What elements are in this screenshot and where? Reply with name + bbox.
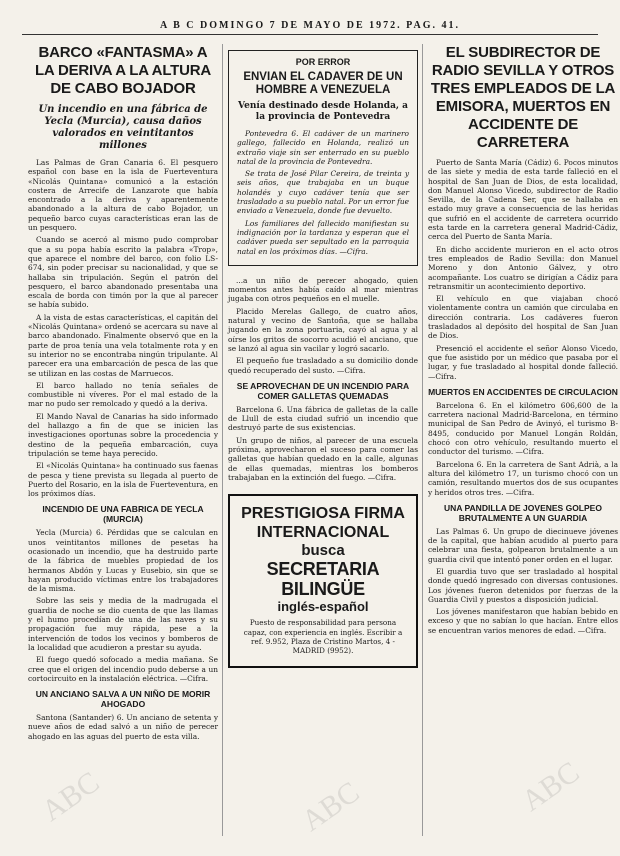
header-rule: [22, 34, 598, 35]
page-header: A B C DOMINGO 7 DE MAYO DE 1972. PAG. 41.: [159, 20, 461, 31]
job-advertisement: [228, 494, 418, 668]
article-paragraph: Placido Merelas Gallego, de cuatro años, natural y vecino de Santoña, que se hallaba jugando en la zona portuaria, cayó al agua y al oírse los gritos de socorro acudió el anciano, que se lanzó al agua sin vacilar y logró sacarlo.: [228, 306, 418, 353]
box-headline: ENVIAN EL CADAVER DE UN HOMBRE A VENEZUELA: [243, 71, 403, 96]
article-paragraph: Barcelona 6. En el kilómetro 606,600 de la carretera nacional Madrid-Barcelona, en término municipal de San Pedro de Avinyó, el turismo B-8495, conducido por Manuel Longán Roldán, chocó con otro vehículo, resultando muerto el conductor del turismo. —Cifra.: [428, 400, 618, 457]
abc-watermark: ABC: [35, 765, 106, 828]
article-paragraph: A la vista de estas características, el capitán del «Nicolás Quintana» ordenó se acercara su nave al barco abandonado. Finalmente observó que en la parte de proa tenía una vela totalmente rota y en su interior no se encontraba ningún tripulante. Al parecer era una embarcación de pesca de las que se utilizan en las costas de Marruecos.: [28, 312, 218, 378]
article-paragraph: Los familiares del fallecido manifiestan su indignación por la tardanza y esperan que el cadáver pueda ser sepultado en la parroquia natal en los próximos días. —Cifra.: [237, 218, 409, 256]
article-subtitle: Un incendio en una fábrica de Yecla (Murcia), causa daños valorados en veintitantos millones: [38, 104, 208, 151]
article-paragraph: Barcelona 6. En la carretera de Sant Adrià, a la altura del kilómetro 17, un turismo chocó con un camión, resultando muertos dos de sus ocupantes y heridos otros tres. —Cifra.: [428, 459, 618, 497]
article-paragraph: Las Palmas 6. Un grupo de diecinueve jóvenes de la capital, que habían acudido al puerto para celebrar una fiesta, golpearon brutalmente a un guardia civil que intentó poner orden en el lugar.: [428, 526, 618, 564]
ad-languages: inglés-español: [277, 599, 369, 615]
article-paragraph: El Mando Naval de Canarias ha sido informado del hallazgo a fin de que se inicien las investigaciones oportunas sobre la procedencia y destino de la pequeña embarcación, cuya tripulación se teme haya perecido.: [28, 411, 218, 458]
column-3: [428, 44, 618, 638]
column-1: [28, 44, 218, 744]
article-paragraph: El barco hallado no tenía señales de combustible ni víveres. Por el mal estado de la mar no pudo ser remolcado y quedó a la deriva.: [28, 380, 218, 409]
article-paragraph: Presenció el accidente el señor Alonso Vicedo, que fue asistido por un médico que pasaba por el lugar, y fue trasladado al hospital donde falleció. —Cifra.: [428, 343, 618, 381]
article-paragraph: El fuego quedó sofocado a media mañana. Se cree que el origen del incendio pudo deberse a un cortocircuito en la instalación eléctrica. —Cifra.: [28, 655, 218, 683]
section-heading: INCENDIO DE UNA FABRICA DE YECLA (MURCIA): [42, 504, 204, 525]
article-paragraph: Los jóvenes manifestaron que habían bebido en exceso y que no sabían lo que hacían. Entre ellos se encuentran varios menores de edad. —Cifra.: [428, 607, 618, 635]
article-headline: EL SUBDIRECTOR DE RADIO SEVILLA Y OTROS TRES EMPLEADOS DE LA EMISORA, MUERTOS EN ACCIDENTE DE CARRETERA: [430, 44, 616, 151]
article-paragraph: El pequeño fue trasladado a su domicilio donde quedó recuperado del susto. —Cifra.: [228, 356, 418, 375]
article-paragraph: Se trata de José Pilar Cereira, de treinta y seis años, que trabajaba en un buque holandés y cuyo cadáver tenía que ser trasladado a su pueblo natal. Por un error fue enviado a Venezuela, donde fue devuelto.: [237, 169, 409, 216]
column-divider-1: [222, 44, 223, 836]
article-paragraph: En dicho accidente murieron en el acto otros tres empleados de Radio Sevilla: don Manuel Moreno y don Antonio Gálvez, y otro acompañante. Los cuatro se dirigían a Cádiz para retransmitir un acontecimiento deportivo.: [428, 244, 618, 291]
boxed-article: [228, 50, 418, 266]
ad-position: SECRETARIA BILINGÜE: [266, 559, 380, 600]
article-paragraph: Puerto de Santa María (Cádiz) 6. Pocos minutos de las siete y media de esta tarde falleció en el hospital de San Juan de Dios, de esta localidad, don Manuel Alonso Vicedo, subdirector de Radio Sevilla, de la Cadena Ser, que se hallaba en estado muy grave a consecuencia de las heridas que sufrió en el accidente de carretera ocurrido esta tarde en la carretera general Madrid-Cádiz, cerca del Puerto de Santa María.: [428, 158, 618, 242]
article-paragraph: El guardia tuvo que ser trasladado al hospital donde quedó ingresado con diversas contusiones. Los jóvenes fueron detenidos por fuerzas de la Guardia Civil y puestos a disposición judicial.: [428, 566, 618, 604]
article-paragraph: ...a un niño de perecer ahogado, quien momentos antes había caído al mar mientras jugaba con otros pequeños en el muelle.: [228, 275, 418, 304]
column-2: [228, 44, 418, 668]
article-paragraph: Santona (Santander) 6. Un anciano de setenta y nueve años de edad salvó a un niño de perecer ahogado en las aguas del puerto de esta villa.: [28, 713, 218, 741]
ad-body: Puesto de responsabilidad para persona capaz, con experiencia en inglés. Escribir a ref. 9.952, Plaza de Cristino Martos, 4 - MADRID (9952).: [243, 618, 403, 656]
article-paragraph: Un grupo de niños, al parecer de una escuela próxima, aprovecharon el suceso para comer las galletas que habían quedado en la calle, algunas de ellas quemadas, mientras los bomberos trabajaban en la extinción del fuego. —Cifra.: [228, 435, 418, 482]
article-paragraph: Barcelona 6. Una fábrica de galletas de la calle de Llull de esta ciudad sufrió un incendio que destruyó parte de sus existencias.: [228, 404, 418, 433]
article-paragraph: El «Nicolás Quintana» ha continuado sus faenas de pesca y tiene prevista su llegada al puerto de Puerto del Rosario, en la isla de Fuerteventura, en los próximos días.: [28, 461, 218, 499]
ad-busca: busca: [301, 542, 345, 560]
section-heading: UNA PANDILLA DE JOVENES GOLPEO BRUTALMENTE A UN GUARDIA: [444, 502, 602, 523]
article-paragraph: El vehículo en que viajaban chocó violentamente contra un camión que circulaba en dirección contraria. Los cadáveres fueron trasladados al depósito del hospital de San Juan de Dios.: [428, 294, 618, 341]
box-label: POR ERROR: [295, 57, 351, 67]
box-deck: Venía destinado desde Holanda, a la provincia de Pontevedra: [237, 101, 409, 122]
article-paragraph: Yecla (Murcia) 6. Pérdidas que se calculan en unos veintitantos millones de pesetas ha ocasionado un incendio, que ha destruido parte de la fábrica de muebles propiedad de los hermanos Abdón y Lucas y Eusebio, sin que se hayan producido víctimas entre los trabajadores de la misma.: [28, 528, 218, 594]
abc-watermark: ABC: [295, 775, 366, 838]
section-heading: MUERTOS EN ACCIDENTES DE CIRCULACION: [428, 386, 618, 397]
column-divider-2: [422, 44, 423, 836]
article-paragraph: Las Palmas de Gran Canaria 6. El pesquero español con base en la isla de Fuerteventura «Nicolás Quintana» comunicó a la estación costera de Arrecife de Lanzarote que había encontrado a la deriva y aparentemente abandonado a la altura de cabo Bojador, un pequeño barco cuyas características eran las de un pesquero.: [28, 158, 218, 233]
section-heading: UN ANCIANO SALVA A UN NIÑO DE MORIR AHOGADO: [35, 689, 211, 710]
ad-firm-line: PRESTIGIOSA FIRMA INTERNACIONAL: [241, 505, 405, 542]
article-headline: BARCO «FANTASMA» A LA DERIVA A LA ALTURA DE CABO BOJADOR: [34, 44, 212, 97]
article-paragraph: Cuando se acercó al mismo pudo comprobar que a su popa había escrito la palabra «Trop», que aparece el nombre del barco, con folio LS-674, sin poder precisar su nacionalidad, y que se hallaba sin tripulación. Según el patrón del pesquero, el barco abandonado presentaba una escala de borda con timón por la que al parecer se había subido.: [28, 235, 218, 310]
section-heading: SE APROVECHAN DE UN INCENDIO PARA COMER GALLETAS QUEMADAS: [236, 380, 410, 401]
article-paragraph: Sobre las seis y media de la madrugada el guardia de noche se dio cuenta de que las llamas y el humo procedían de una de las naves y su propagación fue muy rápida, pese a la intervención de todos los vecinos y bomberos de la localidad que acudieron a prestar su ayuda.: [28, 596, 218, 652]
article-paragraph: Pontevedra 6. El cadáver de un marinero gallego, fallecido en Holanda, realizó un extraño viaje sin ser enterrado en su pueblo natal de la provincia de Pontevedra.: [237, 129, 409, 166]
abc-watermark: ABC: [515, 755, 586, 818]
